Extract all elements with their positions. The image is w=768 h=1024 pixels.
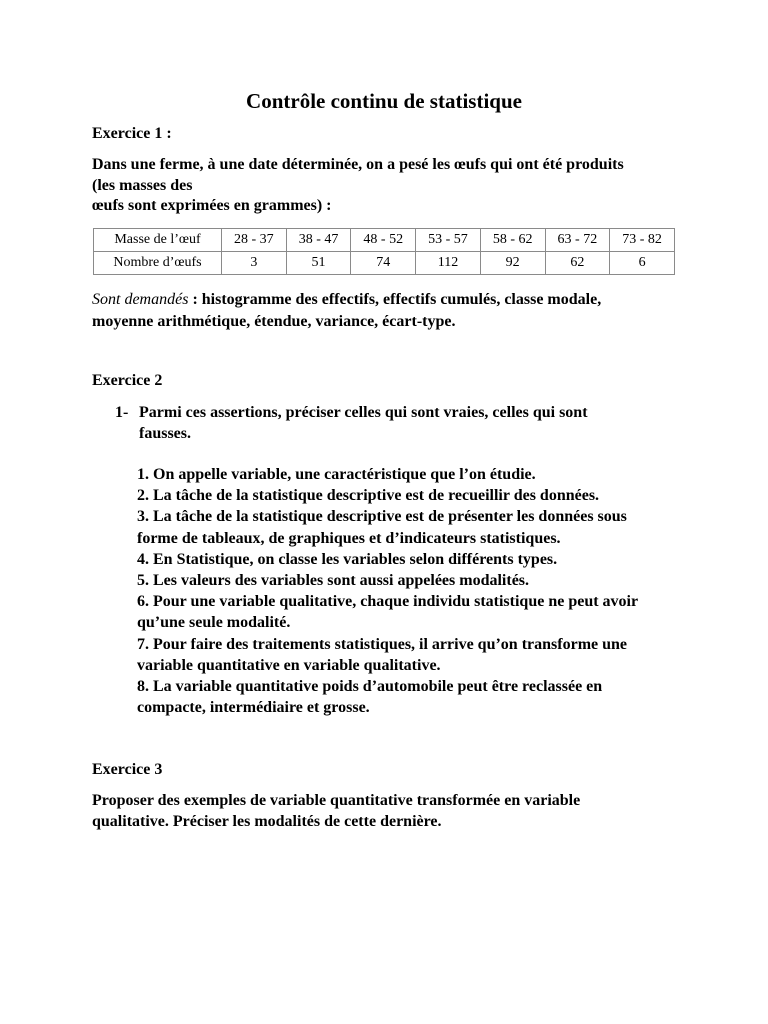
table-cell-count: 51 [286,252,351,275]
table-cell-class: 63 - 72 [545,229,610,252]
assertion-line: 3. La tâche de la statistique descriptive est de présenter les données sous [137,508,627,526]
table-row-count [94,252,675,275]
requests-label: Sont demandés [92,291,189,308]
assertion-line: 7. Pour faire des traitements statistiques, il arrive qu’on transforme une [137,635,628,653]
table-cell-count: 92 [480,252,545,275]
exercise-3-line: Proposer des exemples de variable quantitative transformée en variable [92,792,581,809]
list-item [137,464,737,485]
table-cell-count: 112 [416,252,481,275]
table-cell-class: 58 - 62 [480,229,545,252]
list-item [137,570,737,591]
table-cell-count: 74 [351,252,416,275]
document-title: Contrôle continu de statistique [246,89,522,113]
assertion-line: 1. On appelle variable, une caractéristique que l’on étudie. [137,466,536,483]
exercise-3-line: qualitative. Préciser les modalités de cette dernière. [92,813,442,830]
assertion-line: compacte, intermédiaire et grosse. [137,699,370,717]
assertion-line: forme de tableaux, de graphiques et d’indicateurs statistiques. [137,529,561,547]
assertion-line: 5. Les valeurs des variables sont aussi appelées modalités. [137,572,530,590]
question-line: Parmi ces assertions, préciser celles qui sont vraies, celles qui sont [139,404,588,421]
requests-line: moyenne arithmétique, étendue, variance, écart-type. [92,312,456,330]
intro-line: Dans une ferme, à une date déterminée, on a pesé les œufs qui ont été produits [92,156,624,173]
exercise-3-text [92,790,712,832]
table-cell-class: 53 - 57 [416,229,481,252]
intro-line: œufs sont exprimées en grammes) : [92,197,332,214]
table-cell-count: 3 [222,252,287,275]
assertion-line: 8. La variable quantitative poids d’automobile peut être reclassée en [137,678,603,696]
table-row-label: Masse de l’œuf [94,229,222,252]
exercise-1-intro [92,155,692,217]
question-number: 1- [115,404,129,421]
list-item [137,591,737,633]
assertion-line: 4. En Statistique, on classe les variables selon différents types. [137,550,558,568]
table-cell-count: 6 [610,252,675,275]
list-item [137,506,737,548]
table-cell-count: 62 [545,252,610,275]
question-text [139,402,699,444]
exercise-1-requests [92,289,712,332]
table-cell-class: 73 - 82 [610,229,675,252]
exercise-3-heading: Exercice 3 [92,761,163,778]
table-cell-class: 28 - 37 [222,229,287,252]
table-row-label: Nombre d’œufs [94,252,222,275]
table-row-mass [94,229,675,252]
requests-line [92,289,712,311]
table-cell-class: 48 - 52 [351,229,416,252]
question-line: fausses. [139,425,192,442]
exercise-1-heading: Exercice 1 : [92,125,172,142]
list-item [137,485,737,506]
egg-mass-table [93,228,675,275]
assertion-list [137,464,737,718]
table-cell-class: 38 - 47 [286,229,351,252]
assertion-line: qu’une seule modalité. [137,614,291,632]
intro-line: (les masses des [92,176,193,194]
requests-text: : histogramme des effectifs, effectifs cumulés, classe modale, [188,291,602,308]
assertion-line: 2. La tâche de la statistique descriptive est de recueillir des données. [137,487,600,505]
assertion-line: 6. Pour une variable qualitative, chaque individu statistique ne peut avoir [137,593,639,611]
assertion-line: variable quantitative en variable qualitative. [137,656,441,674]
list-item [137,634,737,676]
list-item [137,549,737,570]
exercise-2-heading: Exercice 2 [92,372,163,389]
list-item [137,676,737,718]
